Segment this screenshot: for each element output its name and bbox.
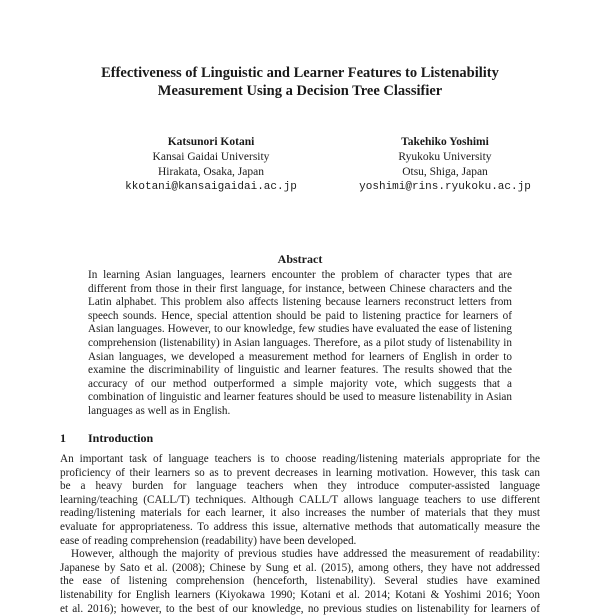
title-line: Measurement Using a Decision Tree Classifier bbox=[157, 83, 443, 99]
section-heading bbox=[60, 431, 153, 446]
author-name: Katsunori Kotani bbox=[167, 136, 255, 148]
text-line: In learning Asian languages, learners encounter the problem of character types that are bbox=[88, 269, 512, 281]
author-email: yoshimi@rins.ryukoku.ac.jp bbox=[359, 181, 531, 193]
text-line: reading/listening materials for each learner, it also increases the number of materials that they must bbox=[60, 507, 540, 520]
text-line: Asian languages, we developed a measurement method for learners of English in order to bbox=[88, 350, 512, 363]
author-email: kkotani@kansaigaidai.ac.jp bbox=[125, 181, 297, 193]
text-line: comprehension (listenability) in Asian languages. Therefore, as a pilot study of listenability in bbox=[88, 336, 512, 349]
text-line: languages as well as in English. bbox=[88, 404, 231, 417]
text-line: evaluate for appropriateness. To address this issue, alternative methods that automatically measure the bbox=[60, 520, 540, 533]
text-line: accuracy of our method outperformed a simple majority vote, which suggests that a bbox=[88, 377, 512, 390]
text-line: examine the discriminability of linguistic and learner features. The results showed that the bbox=[88, 364, 512, 377]
text-line: listenability for English learners (Kiyokawa 1990; Kotani et al. 2014; Kotani & Yoshimi 2016; Yoon bbox=[60, 588, 540, 601]
text-line: et al. 2016); however, to the best of our knowledge, no previous studies on listenability for learners of bbox=[60, 602, 540, 615]
text-line: Latin alphabet. This problem also affects listening because learners reconstruct letters from bbox=[88, 296, 512, 309]
text-line: However, although the majority of previous studies have addressed the measurement of readability: bbox=[71, 548, 540, 561]
text-line: Japanese by Sato et al. (2008); Chinese by Sung et al. (2015), among others, they have not addressed bbox=[60, 561, 540, 574]
text-line: An important task of language teachers is to choose reading/listening materials appropriate for the bbox=[60, 453, 540, 465]
author-location: Otsu, Shiga, Japan bbox=[402, 166, 488, 178]
text-line: combination of linguistic and learner features should be used to measure listenability in Asian bbox=[88, 391, 512, 404]
author-affiliation: Kansai Gaidai University bbox=[152, 151, 270, 163]
text-line: be a heavy burden for language teachers when they introduce computer-assisted language bbox=[60, 480, 540, 493]
section-number: 1 bbox=[60, 431, 66, 445]
author-affiliation: Ryukoku University bbox=[398, 151, 492, 163]
text-line: speech sounds. Hence, special attention should be paid to listening practice for learners of bbox=[88, 309, 512, 322]
introduction-body bbox=[60, 453, 540, 616]
author-name: Takehiko Yoshimi bbox=[401, 136, 489, 148]
text-line: Asian languages. However, to our knowledge, few studies have evaluated the ease of listening bbox=[88, 323, 512, 336]
text-line: the ease of listening comprehension (henceforth, listenability). Several studies have examined bbox=[60, 575, 540, 588]
text-line: proficiency of their learners so as to prevent decreases in learning motivation. However, this task can bbox=[60, 466, 540, 479]
abstract-heading: Abstract bbox=[277, 252, 323, 266]
abstract-body bbox=[88, 269, 512, 419]
section-title: Introduction bbox=[88, 431, 154, 445]
text-line: ease of reading comprehension (readability) have been developed. bbox=[60, 534, 357, 547]
author-block bbox=[91, 135, 331, 195]
author-location: Hirakata, Osaka, Japan bbox=[157, 166, 264, 178]
title-line: Effectiveness of Linguistic and Learner Features to Listenability bbox=[101, 65, 499, 81]
paper-title bbox=[0, 64, 600, 100]
text-line: different from those in their first language, for instance, between Chinese characters and the bbox=[88, 282, 512, 295]
text-line: learning/teaching (CALL/T) techniques. Although CALL/T allows language teachers to use different bbox=[60, 493, 540, 506]
author-block bbox=[325, 135, 565, 195]
